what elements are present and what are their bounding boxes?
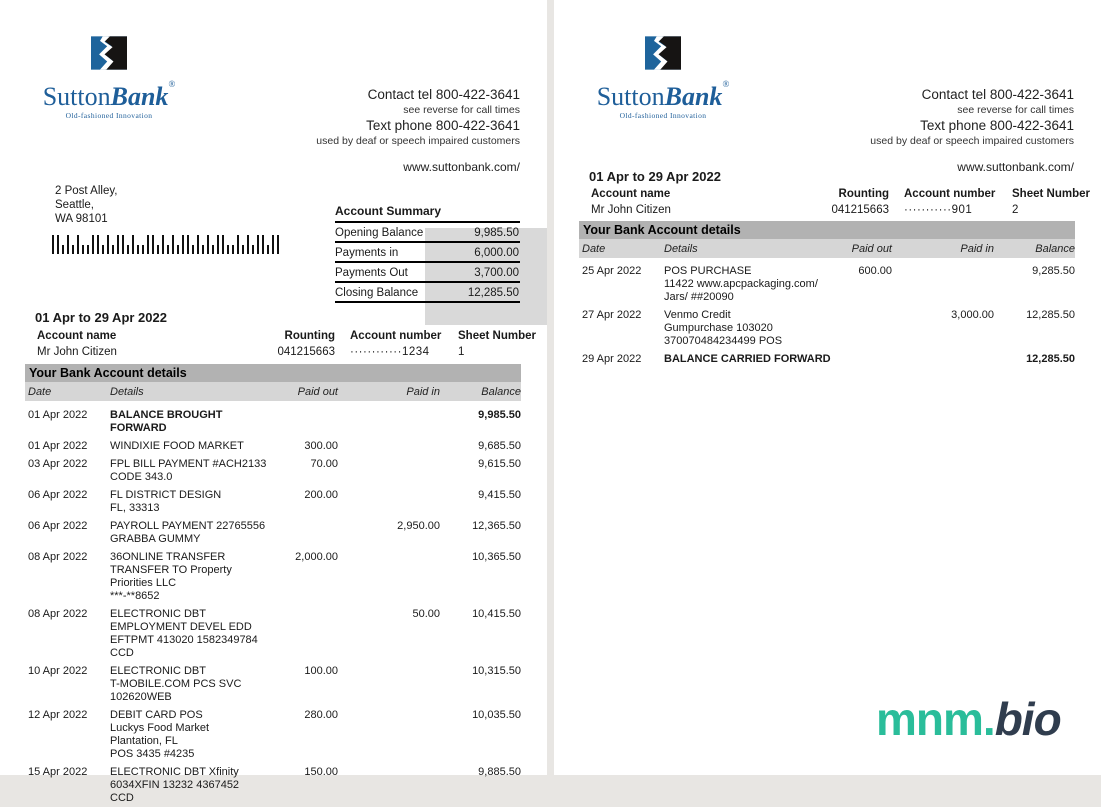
- contact-block: [870, 86, 1074, 174]
- transaction-balance: 10,415.50: [472, 608, 521, 620]
- summary-row-opening: [335, 223, 520, 243]
- barcode-bar: [187, 235, 189, 254]
- transaction-date: 08 Apr 2022: [28, 551, 88, 563]
- contact-tel: Contact tel 800-422-3641: [367, 87, 520, 102]
- routing-value: 041215663: [831, 204, 889, 216]
- bank-tagline: Old-fashioned Innovation: [65, 111, 153, 120]
- summary-value: 6,000.00: [474, 247, 519, 259]
- col-paid-in: Paid in: [406, 385, 440, 398]
- barcode-bar: [272, 235, 274, 254]
- col-date: Date: [28, 385, 52, 398]
- transaction-paid-out: [834, 309, 892, 348]
- transaction-paid-out: 100.00: [304, 665, 338, 677]
- transaction-detail-line: PAYROLL PAYMENT 22765556: [110, 520, 266, 532]
- transaction-paid-in: 50.00: [412, 608, 440, 620]
- account-name-label: Account name: [591, 188, 671, 200]
- account-summary-title: Account Summary: [335, 204, 520, 223]
- transaction-paid-in: [338, 766, 440, 805]
- transaction-paid-in: [338, 440, 440, 453]
- watermark-prefix: mnm.: [876, 693, 995, 745]
- column-headers: [25, 382, 521, 401]
- transaction-paid-in: 3,000.00: [951, 309, 994, 321]
- transaction-detail-line: ELECTRONIC DBT: [110, 608, 206, 620]
- transaction-date: 08 Apr 2022: [28, 608, 88, 620]
- transaction-detail-line: Venmo Credit: [664, 309, 731, 321]
- sutton-bank-logo: [42, 36, 176, 120]
- account-number-label: Account number: [904, 188, 996, 200]
- barcode-bar: [162, 235, 164, 254]
- transaction-detail-line: FORWARD: [110, 422, 167, 434]
- barcode-bar: [232, 245, 234, 254]
- transaction-paid-in: [338, 409, 440, 435]
- barcode-bar: [237, 235, 239, 254]
- barcode-bar: [227, 245, 229, 254]
- bank-name: [42, 71, 176, 110]
- transaction-date: 15 Apr 2022: [28, 766, 88, 778]
- summary-label: Opening Balance: [335, 227, 424, 239]
- transaction-paid-out: [280, 608, 338, 660]
- transaction-row: [25, 662, 521, 706]
- transaction-date: 25 Apr 2022: [582, 265, 642, 277]
- statement-period: 01 Apr to 29 Apr 2022: [35, 310, 167, 325]
- bank-website: www.suttonbank.com/: [403, 160, 520, 174]
- barcode-bar: [57, 235, 59, 254]
- contact-note-1: see reverse for call times: [403, 104, 520, 116]
- routing-label: Rounting: [284, 330, 335, 342]
- transaction-details: [110, 709, 280, 761]
- barcode-bar: [177, 245, 179, 254]
- barcode-bar: [127, 245, 129, 254]
- transaction-detail-line: BALANCE BROUGHT: [110, 409, 223, 421]
- transaction-date: 12 Apr 2022: [28, 709, 88, 721]
- col-balance: Balance: [1035, 242, 1075, 255]
- account-number-value: ···········901: [904, 204, 973, 216]
- sutton-bank-logo-icon: [645, 36, 681, 70]
- col-date: Date: [582, 242, 606, 255]
- transaction-date: 29 Apr 2022: [582, 353, 642, 365]
- summary-value: 9,985.50: [474, 227, 519, 239]
- barcode-bar: [197, 235, 199, 254]
- col-paid-out: Paid out: [851, 242, 892, 255]
- barcode-bar: [142, 245, 144, 254]
- transaction-date: 03 Apr 2022: [28, 458, 88, 470]
- registered-mark: ®: [722, 79, 730, 89]
- transaction-balance: 9,285.50: [1032, 265, 1075, 277]
- transaction-details: [664, 309, 834, 348]
- transaction-balance: 9,885.50: [478, 766, 521, 778]
- transaction-detail-line: 11422 www.apcpackaging.com/: [664, 278, 818, 290]
- transaction-paid-in: [892, 353, 994, 366]
- transaction-detail-line: DEBIT CARD POS: [110, 709, 203, 721]
- address-line: WA 98101: [55, 213, 108, 225]
- transaction-details: [110, 409, 280, 435]
- transaction-detail-line: 36ONLINE TRANSFER: [110, 551, 226, 563]
- account-number-label: Account number: [350, 330, 442, 342]
- transaction-paid-out: [280, 520, 338, 546]
- transaction-row: [579, 262, 1075, 306]
- barcode-bar: [52, 235, 54, 254]
- transaction-details: [110, 440, 280, 453]
- barcode-bar: [67, 235, 69, 254]
- transaction-details: [110, 766, 280, 805]
- transaction-date: 27 Apr 2022: [582, 309, 642, 321]
- mnm-bio-watermark: [876, 692, 1061, 746]
- barcode-bar: [92, 235, 94, 254]
- transaction-balance: 12,365.50: [472, 520, 521, 532]
- barcode-bar: [167, 245, 169, 254]
- transaction-detail-line: 6034XFIN 13232 4367452: [110, 779, 240, 791]
- transaction-date: 01 Apr 2022: [28, 409, 88, 421]
- sheet-number-value: 2: [1012, 204, 1019, 216]
- transaction-row: [579, 350, 1075, 368]
- transaction-date: 06 Apr 2022: [28, 489, 88, 501]
- col-paid-in: Paid in: [960, 242, 994, 255]
- transactions-table: [579, 262, 1075, 368]
- barcode-bar: [87, 245, 89, 254]
- transaction-detail-line: Jars/ ##20090: [664, 291, 734, 303]
- transaction-balance: 10,315.50: [472, 665, 521, 677]
- transaction-paid-out: 70.00: [310, 458, 338, 470]
- statement-page-2: [554, 0, 1101, 775]
- transaction-row: [579, 306, 1075, 350]
- transaction-paid-in: [338, 709, 440, 761]
- barcode-bar: [212, 245, 214, 254]
- summary-value: 12,285.50: [467, 287, 519, 299]
- contact-textphone: Text phone 800-422-3641: [366, 118, 520, 133]
- barcode-bar: [202, 245, 204, 254]
- transaction-paid-out: 600.00: [858, 265, 892, 277]
- transaction-balance: 12,285.50: [1026, 309, 1075, 321]
- account-name-label: Account name: [37, 330, 117, 342]
- barcode-bar: [107, 235, 109, 254]
- barcode-bar: [252, 245, 254, 254]
- transaction-detail-line: WINDIXIE FOOD MARKET: [110, 440, 244, 452]
- bank-name: [596, 71, 730, 110]
- transaction-paid-in: [338, 489, 440, 515]
- contact-note-1: see reverse for call times: [957, 104, 1074, 116]
- transaction-balance: 9,615.50: [478, 458, 521, 470]
- col-details: Details: [664, 242, 698, 255]
- statement-period: 01 Apr to 29 Apr 2022: [589, 169, 721, 184]
- transaction-row: [25, 548, 521, 605]
- transaction-paid-in: [338, 458, 440, 484]
- transaction-detail-line: ***-**8652: [110, 590, 160, 602]
- sutton-bank-logo: [596, 36, 730, 120]
- barcode-bar: [217, 235, 219, 254]
- barcode-bar: [157, 245, 159, 254]
- details-section-title: Your Bank Account details: [25, 364, 521, 382]
- transaction-paid-out: 2,000.00: [295, 551, 338, 563]
- transaction-paid-in: 2,950.00: [397, 520, 440, 532]
- transactions-table: [25, 406, 521, 807]
- transaction-paid-in: [338, 665, 440, 704]
- transaction-detail-line: CCD: [110, 792, 134, 804]
- transaction-details: [110, 458, 280, 484]
- transaction-details: [110, 489, 280, 515]
- bank-name-bank: Bank: [110, 82, 169, 111]
- account-name-value: Mr John Citizen: [37, 346, 117, 358]
- bank-name-sutton: Sutton: [596, 82, 665, 111]
- transaction-detail-line: CODE 343.0: [110, 471, 173, 483]
- address-line: 2 Post Alley,: [55, 185, 118, 197]
- barcode-bar: [102, 245, 104, 254]
- barcode-bar: [257, 235, 259, 254]
- statement-page-1: [0, 0, 547, 804]
- transaction-date: 10 Apr 2022: [28, 665, 88, 677]
- transaction-detail-line: FL DISTRICT DESIGN: [110, 489, 222, 501]
- barcode-bar: [122, 235, 124, 254]
- transaction-row: [25, 455, 521, 486]
- transaction-row: [25, 517, 521, 548]
- transaction-balance: 9,415.50: [478, 489, 521, 501]
- transaction-paid-out: 200.00: [304, 489, 338, 501]
- barcode-bar: [97, 235, 99, 254]
- transaction-paid-out: 300.00: [304, 440, 338, 452]
- barcode-bar: [77, 235, 79, 254]
- bank-website: www.suttonbank.com/: [957, 160, 1074, 174]
- transaction-detail-line: FPL BILL PAYMENT #ACH2133: [110, 458, 267, 470]
- transaction-detail-line: EFTPMT 413020 1582349784: [110, 634, 258, 646]
- barcode-bar: [277, 235, 279, 254]
- barcode-bar: [132, 235, 134, 254]
- bank-tagline: Old-fashioned Innovation: [619, 111, 707, 120]
- transaction-details: [110, 551, 280, 603]
- barcode-bar: [192, 245, 194, 254]
- details-section-title: Your Bank Account details: [579, 221, 1075, 239]
- transaction-details: [664, 353, 834, 366]
- contact-block: [316, 86, 520, 174]
- bank-name-sutton: Sutton: [42, 82, 111, 111]
- barcode-bar: [262, 235, 264, 254]
- barcode-bar: [72, 245, 74, 254]
- transaction-detail-line: BALANCE CARRIED FORWARD: [664, 353, 831, 365]
- summary-label: Payments Out: [335, 267, 408, 279]
- transaction-paid-out: [834, 353, 892, 366]
- transaction-row: [25, 605, 521, 662]
- barcode-bar: [82, 245, 84, 254]
- transaction-details: [110, 665, 280, 704]
- postnet-barcode: [52, 234, 282, 254]
- barcode-bar: [112, 245, 114, 254]
- barcode-bar: [247, 235, 249, 254]
- transaction-detail-line: POS PURCHASE: [664, 265, 752, 277]
- transaction-date: 06 Apr 2022: [28, 520, 88, 532]
- bank-name-bank: Bank: [664, 82, 723, 111]
- barcode-bar: [222, 235, 224, 254]
- transaction-detail-line: EMPLOYMENT DEVEL EDD: [110, 621, 252, 633]
- barcode-bar: [62, 245, 64, 254]
- transaction-detail-line: POS 3435 #4235: [110, 748, 195, 760]
- transaction-balance: 10,035.50: [472, 709, 521, 721]
- transaction-row: [25, 763, 521, 807]
- transaction-balance: 9,985.50: [478, 409, 521, 421]
- transaction-paid-out: 150.00: [304, 766, 338, 778]
- transaction-detail-line: Gumpurchase 103020: [664, 322, 773, 334]
- transaction-balance: 12,285.50: [1026, 353, 1075, 365]
- transaction-detail-line: CCD: [110, 647, 134, 659]
- barcode-bar: [242, 245, 244, 254]
- transaction-detail-line: FL, 33313: [110, 502, 160, 514]
- summary-row-payments-in: [335, 243, 520, 263]
- address-line: Seattle,: [55, 199, 94, 211]
- col-paid-out: Paid out: [297, 385, 338, 398]
- barcode-bar: [147, 235, 149, 254]
- transaction-detail-line: Priorities LLC: [110, 577, 177, 589]
- routing-value: 041215663: [277, 346, 335, 358]
- summary-row-closing: [335, 283, 520, 303]
- transaction-balance: 10,365.50: [472, 551, 521, 563]
- transaction-detail-line: 102620WEB: [110, 691, 172, 703]
- sheet-number-label: Sheet Number: [1012, 188, 1090, 200]
- account-number-value: ············1234: [350, 346, 430, 358]
- transaction-paid-out: 280.00: [304, 709, 338, 721]
- transaction-row: [25, 406, 521, 437]
- transaction-detail-line: Luckys Food Market: [110, 722, 210, 734]
- summary-row-payments-out: [335, 263, 520, 283]
- column-headers: [579, 239, 1075, 258]
- summary-value: 3,700.00: [474, 267, 519, 279]
- account-summary: [335, 204, 520, 303]
- transaction-row: [25, 486, 521, 517]
- barcode-bar: [117, 235, 119, 254]
- transaction-detail-line: ELECTRONIC DBT Xfinity: [110, 766, 239, 778]
- col-details: Details: [110, 385, 144, 398]
- contact-textphone: Text phone 800-422-3641: [920, 118, 1074, 133]
- contact-note-2: used by deaf or speech impaired customers: [316, 135, 520, 147]
- transaction-date: 01 Apr 2022: [28, 440, 88, 452]
- transaction-details: [664, 265, 834, 304]
- registered-mark: ®: [168, 79, 176, 89]
- account-name-value: Mr John Citizen: [591, 204, 671, 216]
- transaction-details: [110, 520, 280, 546]
- sheet-number-value: 1: [458, 346, 465, 358]
- transaction-paid-in: [892, 265, 994, 304]
- summary-label: Payments in: [335, 247, 399, 259]
- summary-label: Closing Balance: [335, 287, 419, 299]
- customer-address: [55, 184, 117, 226]
- transaction-detail-line: GRABBA GUMMY: [110, 533, 201, 545]
- barcode-bar: [207, 235, 209, 254]
- transaction-row: [25, 437, 521, 455]
- contact-tel: Contact tel 800-422-3641: [921, 87, 1074, 102]
- transaction-paid-in: [338, 551, 440, 603]
- transaction-balance: 9,685.50: [478, 440, 521, 452]
- routing-label: Rounting: [838, 188, 889, 200]
- barcode-bar: [137, 245, 139, 254]
- watermark-suffix: bio: [994, 693, 1061, 745]
- barcode-bar: [182, 235, 184, 254]
- transaction-detail-line: 370070484234499 POS: [664, 335, 783, 347]
- barcode-bar: [172, 235, 174, 254]
- contact-note-2: used by deaf or speech impaired customers: [870, 135, 1074, 147]
- transaction-row: [25, 706, 521, 763]
- transaction-details: [110, 608, 280, 660]
- transaction-detail-line: T-MOBILE.COM PCS SVC: [110, 678, 242, 690]
- sheet-number-label: Sheet Number: [458, 330, 536, 342]
- col-balance: Balance: [481, 385, 521, 398]
- transaction-detail-line: Plantation, FL: [110, 735, 178, 747]
- transaction-paid-out: [280, 409, 338, 435]
- transaction-detail-line: TRANSFER TO Property: [110, 564, 232, 576]
- barcode-bar: [267, 245, 269, 254]
- sutton-bank-logo-icon: [91, 36, 127, 70]
- barcode-bar: [152, 235, 154, 254]
- transaction-detail-line: ELECTRONIC DBT: [110, 665, 206, 677]
